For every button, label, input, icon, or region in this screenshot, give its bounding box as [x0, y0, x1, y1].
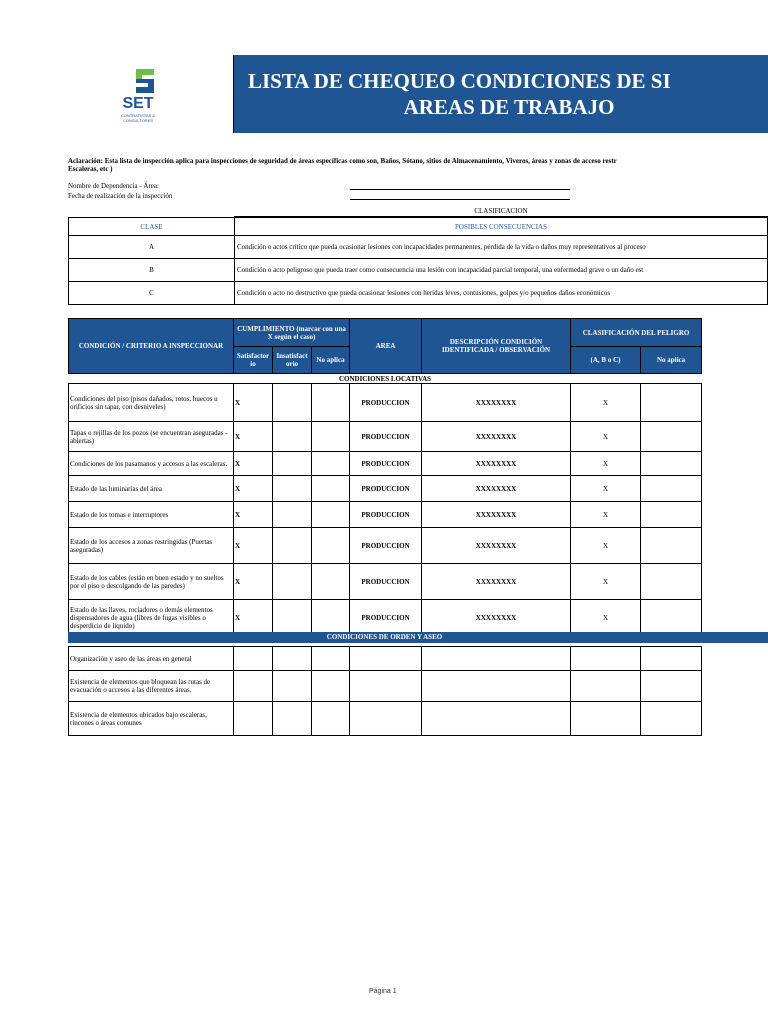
- consecuencia-b: Condición o acto peligroso que pueda traer como consecuencia una lesión con incapacidad parcial temporal, una enfermedad grave o un daño est: [235, 259, 768, 282]
- descripcion-cell[interactable]: [422, 702, 571, 736]
- no-aplica-cell[interactable]: [312, 502, 350, 528]
- no-aplica-2-header: No aplica: [641, 347, 702, 374]
- clase-b: B: [69, 259, 235, 282]
- no-aplica-cell[interactable]: [312, 671, 350, 702]
- clase-cell[interactable]: X: [571, 528, 641, 564]
- area-cell[interactable]: PRODUCCION: [350, 600, 422, 636]
- criterio-cell: Estado de los accesos a zonas restringidas (Puertas aseguradas): [69, 528, 234, 564]
- page-number: Página 1: [369, 988, 397, 995]
- no-aplica-2-cell[interactable]: [641, 384, 702, 422]
- clase-cell[interactable]: X: [571, 600, 641, 636]
- area-cell[interactable]: PRODUCCION: [350, 384, 422, 422]
- satisfactorio-cell[interactable]: X: [234, 476, 273, 502]
- descripcion-cell[interactable]: XXXXXXXX: [422, 564, 571, 600]
- abc-header: (A, B o C): [571, 347, 641, 374]
- insatisfactorio-cell[interactable]: [273, 600, 312, 636]
- insatisfactorio-cell[interactable]: [273, 528, 312, 564]
- insatisfactorio-cell[interactable]: [273, 702, 312, 736]
- table-row: [69, 600, 702, 636]
- no-aplica-2-cell[interactable]: [641, 600, 702, 636]
- satisfactorio-cell[interactable]: X: [234, 600, 273, 636]
- satisfactorio-cell[interactable]: X: [234, 502, 273, 528]
- satisfactorio-cell[interactable]: X: [234, 384, 273, 422]
- satisfactorio-header: Satisfactor io: [234, 347, 273, 374]
- clase-cell[interactable]: X: [571, 476, 641, 502]
- insatisfactorio-cell[interactable]: [273, 452, 312, 476]
- area-cell[interactable]: PRODUCCION: [350, 502, 422, 528]
- table-row: [69, 528, 702, 564]
- area-cell[interactable]: [350, 671, 422, 702]
- cumplimiento-header: CUMPLIMIENTO (marcar con una X según el caso): [234, 319, 350, 347]
- clase-cell[interactable]: X: [571, 502, 641, 528]
- section-orden: CONDICIONES DE ORDEN Y ASEO: [326, 633, 443, 641]
- aclaracion-line-2: Escaleras, etc ): [68, 165, 113, 173]
- descripcion-cell[interactable]: [422, 647, 571, 671]
- no-aplica-cell[interactable]: [312, 476, 350, 502]
- table-row: [69, 647, 702, 671]
- no-aplica-cell[interactable]: [312, 600, 350, 636]
- insatisfactorio-header: Insatisfact orio: [273, 347, 312, 374]
- clase-cell[interactable]: [571, 702, 641, 736]
- no-aplica-2-cell[interactable]: [641, 647, 702, 671]
- no-aplica-cell[interactable]: [312, 528, 350, 564]
- criterio-cell: Estado de los cables (están en buen estado y no sueltos por el piso o descolgando de las paredes): [69, 564, 234, 600]
- set-logo-icon: [130, 67, 160, 95]
- title-line-1: LISTA DE CHEQUEO CONDICIONES DE SI: [248, 69, 671, 93]
- consecuencia-a: Condición o actos crítico que pueda ocasionar lesiones con incapacidades permanentes, pérdida de la vida o daños muy representativos al proceso: [235, 236, 768, 259]
- logo-subtitle-1: CONTRATISTAS &: [120, 113, 156, 118]
- descripcion-header: DESCRIPCIÓN CONDICIÓN IDENTIFICADA / OBSERVACIÓN: [422, 319, 571, 374]
- section-locativas: CONDICIONES LOCATIVAS: [338, 374, 432, 383]
- insatisfactorio-cell[interactable]: [273, 422, 312, 452]
- no-aplica-2-cell[interactable]: [641, 422, 702, 452]
- no-aplica-cell[interactable]: [312, 647, 350, 671]
- clase-cell[interactable]: X: [571, 384, 641, 422]
- no-aplica-2-cell[interactable]: [641, 702, 702, 736]
- table-row: [69, 671, 702, 702]
- fecha-label: Fecha de realización de la inspección: [68, 192, 173, 200]
- table-row: [69, 422, 702, 452]
- logo-subtitle-2: CONSULTORES: [122, 118, 154, 123]
- aclaracion-line-1: Aclaración: Esta lista de inspección aplica para inspecciones de seguridad de áreas específicas como son, Baños, Sótano, sitios de Almacenamiento, Viveros, áreas y zonas de acceso restr: [68, 157, 617, 165]
- no-aplica-2-cell[interactable]: [641, 671, 702, 702]
- descripcion-cell[interactable]: XXXXXXXX: [422, 528, 571, 564]
- table-row: [69, 452, 702, 476]
- inspection-table: [68, 318, 702, 736]
- clase-a: A: [69, 236, 235, 259]
- consecuencias-header: POSIBLES CONSECUENCIAS: [235, 218, 768, 236]
- satisfactorio-cell[interactable]: [234, 671, 273, 702]
- area-cell[interactable]: PRODUCCION: [350, 564, 422, 600]
- logo-cell: [68, 55, 234, 133]
- fecha-input-line[interactable]: [350, 199, 570, 200]
- descripcion-cell[interactable]: XXXXXXXX: [422, 422, 571, 452]
- descripcion-cell[interactable]: XXXXXXXX: [422, 476, 571, 502]
- satisfactorio-cell[interactable]: X: [234, 564, 273, 600]
- criterio-cell: Condiciones de los pasamanos y accesos a las escaleras.: [69, 452, 234, 476]
- descripcion-cell[interactable]: XXXXXXXX: [422, 502, 571, 528]
- criterio-cell: Estado de las luminarias del área: [69, 476, 234, 502]
- table-row: [69, 702, 702, 736]
- table-row: [69, 564, 702, 600]
- area-cell[interactable]: PRODUCCION: [350, 422, 422, 452]
- insatisfactorio-cell[interactable]: [273, 564, 312, 600]
- dependencia-label: Nombre de Dependencia - Área:: [68, 182, 159, 190]
- clase-cell[interactable]: [571, 671, 641, 702]
- area-cell[interactable]: [350, 647, 422, 671]
- satisfactorio-cell[interactable]: X: [234, 452, 273, 476]
- criterio-cell: Tapas o rejillas de los pozos (se encuentran aseguradas - abiertas): [69, 422, 234, 452]
- satisfactorio-cell[interactable]: X: [234, 422, 273, 452]
- insatisfactorio-cell[interactable]: [273, 647, 312, 671]
- clase-cell[interactable]: X: [571, 452, 641, 476]
- title-line-2: AREAS DE TRABAJO: [403, 95, 615, 119]
- table-row: [69, 502, 702, 528]
- satisfactorio-cell[interactable]: [234, 647, 273, 671]
- clase-header: CLASE: [69, 218, 235, 236]
- dependencia-input-line[interactable]: [350, 189, 570, 190]
- descripcion-cell[interactable]: XXXXXXXX: [422, 452, 571, 476]
- criterio-cell: Estado de los tomas e interruptores: [69, 502, 234, 528]
- insatisfactorio-cell[interactable]: [273, 502, 312, 528]
- no-aplica-cell[interactable]: [312, 452, 350, 476]
- clase-cell[interactable]: X: [571, 422, 641, 452]
- logo-name: SET: [122, 95, 154, 112]
- no-aplica-2-cell[interactable]: [641, 476, 702, 502]
- no-aplica-cell[interactable]: [312, 384, 350, 422]
- clase-cell[interactable]: [571, 647, 641, 671]
- area-cell[interactable]: [350, 702, 422, 736]
- area-cell[interactable]: PRODUCCION: [350, 452, 422, 476]
- satisfactorio-cell[interactable]: X: [234, 528, 273, 564]
- criterio-cell: Existencia de elementos que bloquean las rutas de evacuación o accesos a las diferentes áreas.: [69, 671, 234, 702]
- criterio-cell: Condiciones del piso (pisos dañados, rotos, huecos u orificios sin tapar, con desniveles): [69, 384, 234, 422]
- criterio-cell: Estado de las llaves, rociadores o demás elementos dispensadores de agua (libres de fugas visibles o desperdicio de liquido): [69, 600, 234, 636]
- insatisfactorio-cell[interactable]: [273, 671, 312, 702]
- satisfactorio-cell[interactable]: [234, 702, 273, 736]
- descripcion-cell[interactable]: XXXXXXXX: [422, 384, 571, 422]
- area-header: AREA: [350, 319, 422, 374]
- title-banner: [234, 55, 768, 133]
- no-aplica-2-cell[interactable]: [641, 502, 702, 528]
- descripcion-cell[interactable]: XXXXXXXX: [422, 600, 571, 636]
- clasificacion-peligro-header: CLASIFICACIÓN DEL PELIGRO: [571, 319, 702, 347]
- no-aplica-cell[interactable]: [312, 564, 350, 600]
- insatisfactorio-cell[interactable]: [273, 476, 312, 502]
- area-cell[interactable]: PRODUCCION: [350, 528, 422, 564]
- clase-cell[interactable]: X: [571, 564, 641, 600]
- descripcion-cell[interactable]: [422, 671, 571, 702]
- clasificacion-title: CLASIFICACION: [234, 207, 768, 217]
- condicion-header: CONDICIÓN / CRITERIO A INSPECCIONAR: [69, 319, 234, 374]
- table-row: [69, 476, 702, 502]
- no-aplica-2-cell[interactable]: [641, 564, 702, 600]
- clase-c: C: [69, 282, 235, 305]
- no-aplica-2-cell[interactable]: [641, 452, 702, 476]
- criterio-cell: Existencia de elementos ubicados bajo escaleras, rincones o áreas comunes: [69, 702, 234, 736]
- no-aplica-cell[interactable]: [312, 702, 350, 736]
- no-aplica-cell[interactable]: [312, 422, 350, 452]
- consecuencia-c: Condición o acto no destructivo que pueda ocasionar lesiones con heridas leves, contusiones, golpes y/o pequeños daños económicos: [235, 282, 768, 305]
- clasificacion-table: [68, 217, 768, 305]
- table-row: [69, 384, 702, 422]
- no-aplica-header: No aplica: [312, 347, 350, 374]
- criterio-cell: Organización y aseo de las áreas en general: [69, 647, 234, 671]
- no-aplica-2-cell[interactable]: [641, 528, 702, 564]
- area-cell[interactable]: PRODUCCION: [350, 476, 422, 502]
- insatisfactorio-cell[interactable]: [273, 384, 312, 422]
